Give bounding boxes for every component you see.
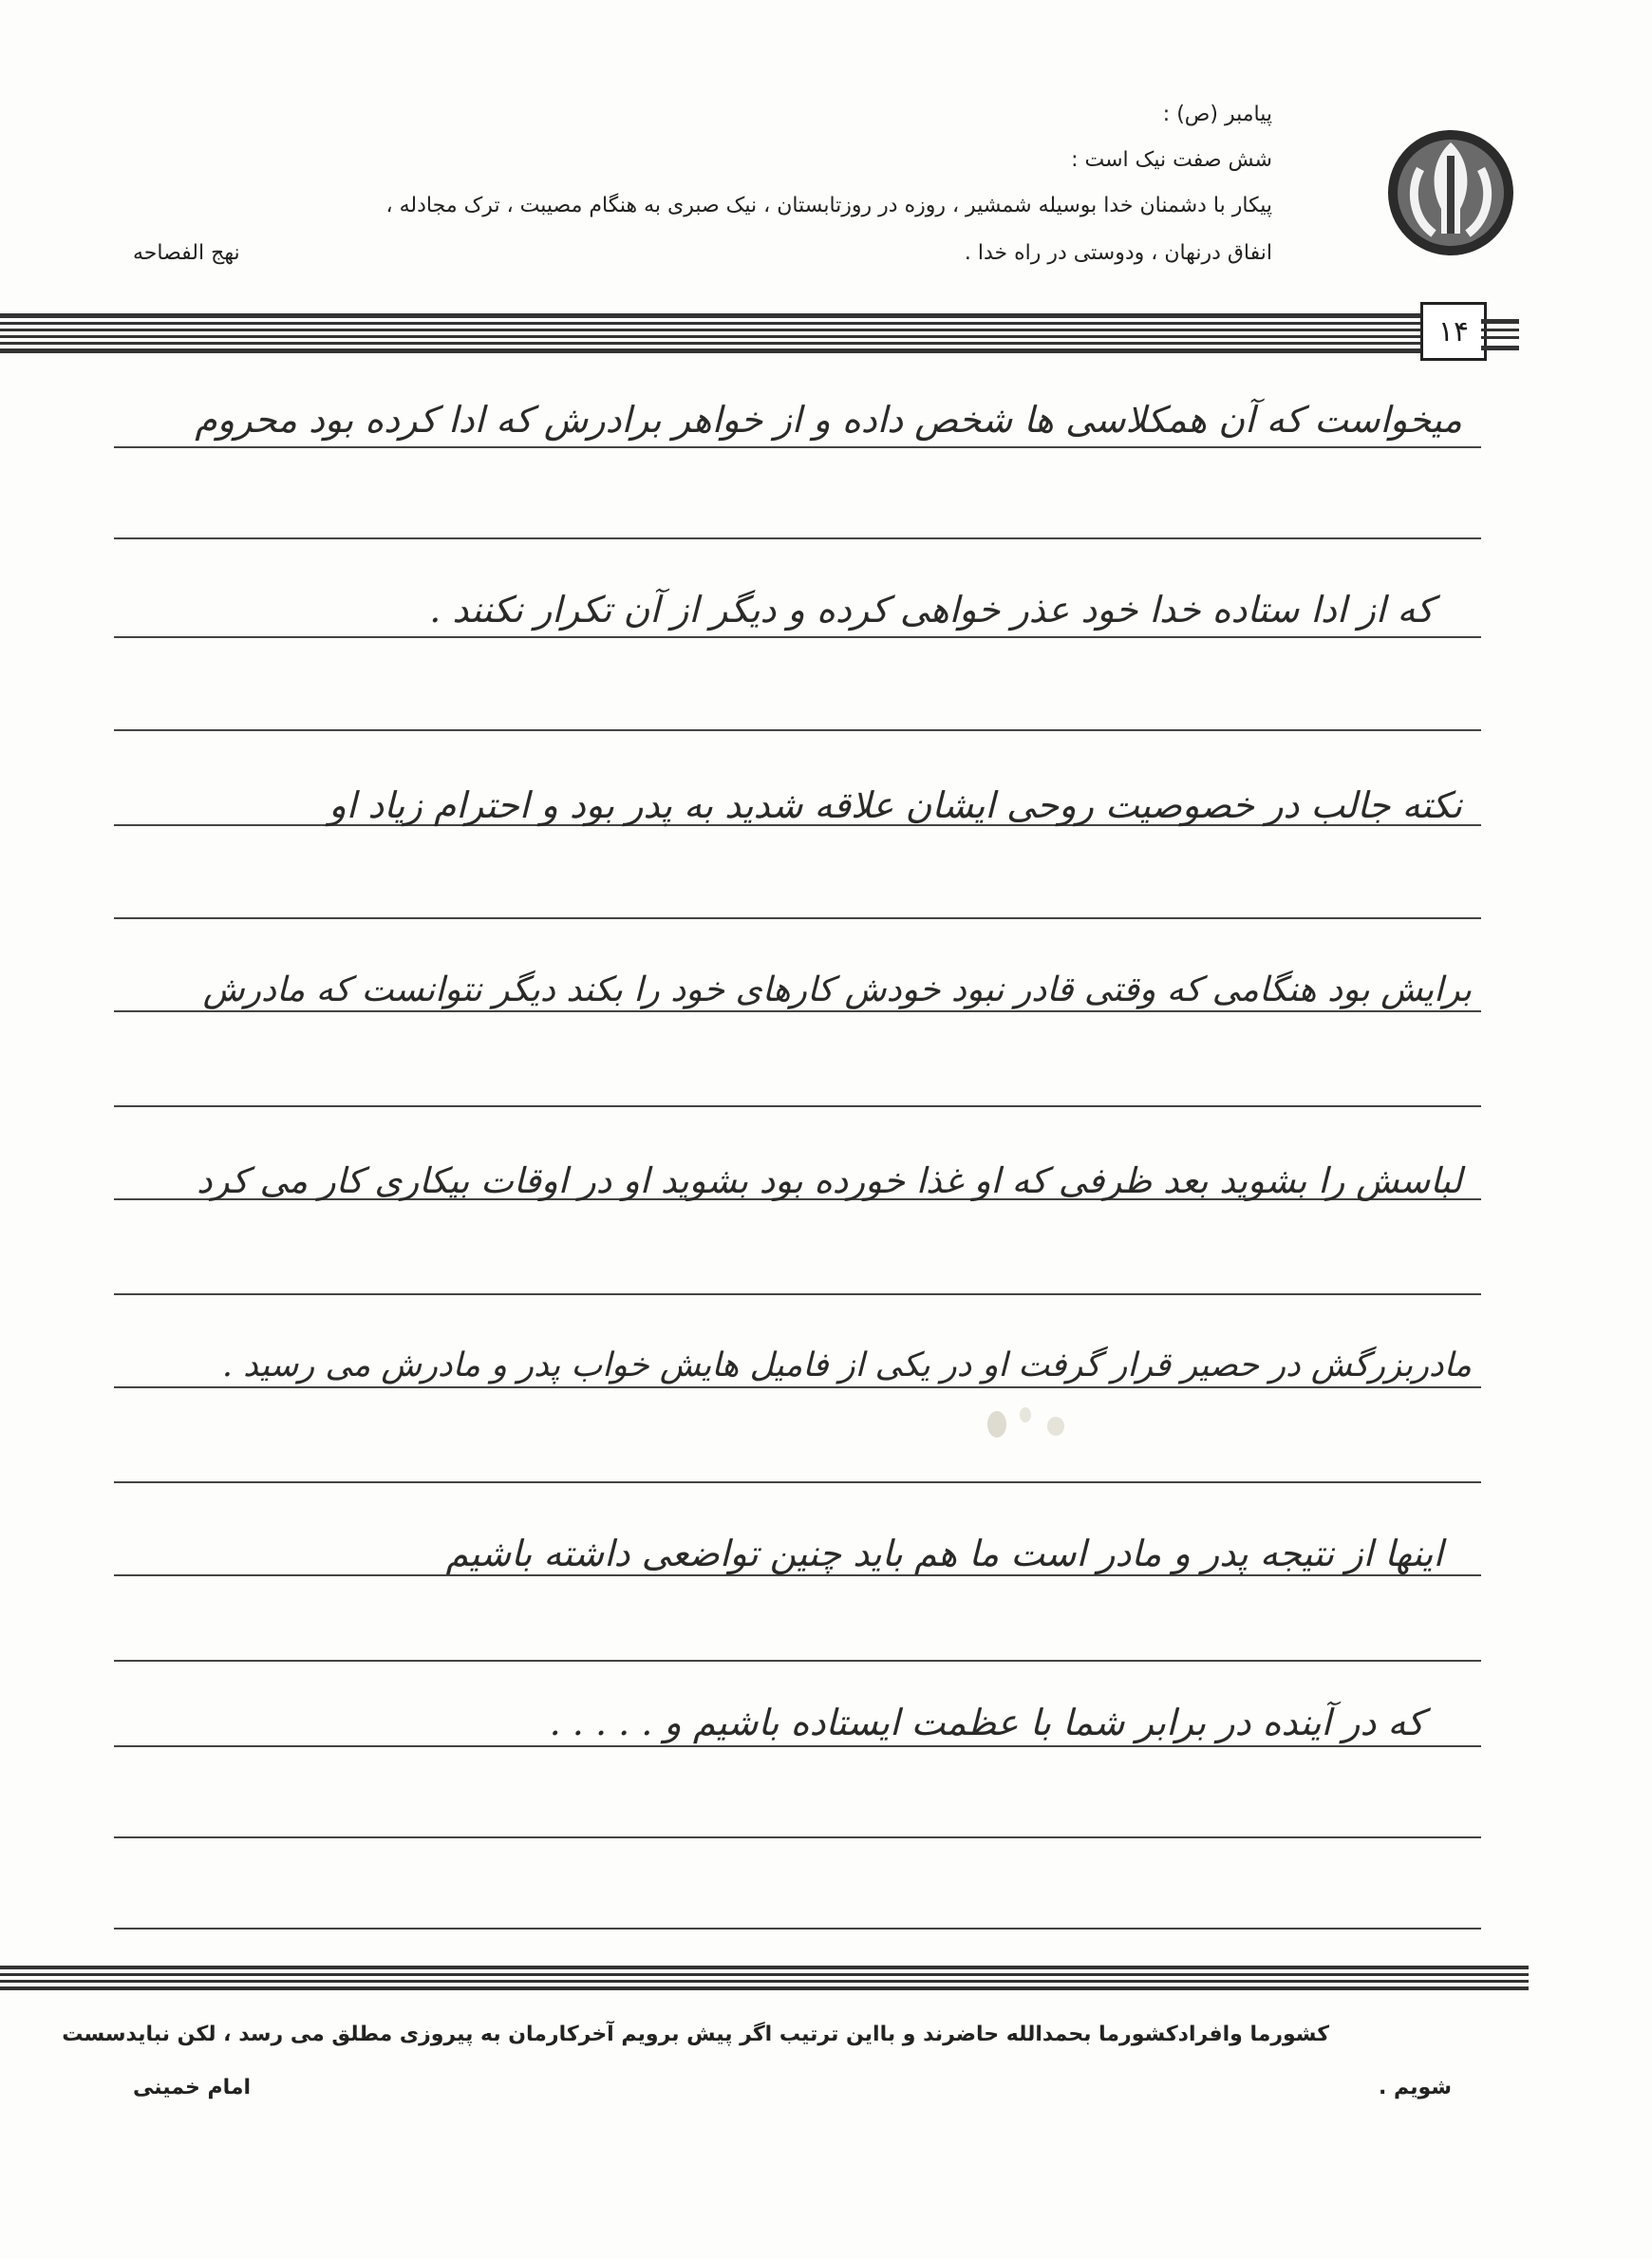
hadith-line-2: انفاق درنهان ، ودوستی در راه خدا . xyxy=(964,241,1272,265)
handwriting-line-1: میخواست که آن همکلاسی ها شخص داده و از خواهر برادرش که ادا کرده بود محروم xyxy=(195,399,1462,441)
ruled-line xyxy=(114,1481,1481,1483)
iran-emblem-icon xyxy=(1384,122,1517,264)
ruled-line xyxy=(114,446,1481,448)
ruled-line xyxy=(114,1928,1481,1930)
ruled-line xyxy=(114,1386,1481,1388)
hadith-title: پیامبر (ص) : xyxy=(1162,103,1272,126)
ruled-line xyxy=(114,537,1481,539)
ruled-line xyxy=(114,1010,1481,1012)
top-rule-band xyxy=(0,313,1424,359)
handwriting-line-4: برایش بود هنگامی که وقتی قادر نبود خودش کارهای خود را بکند دیگر نتوانست که مادرش xyxy=(202,970,1472,1009)
ruled-line xyxy=(114,1660,1481,1662)
bottom-rule-band xyxy=(0,1966,1529,1994)
handwriting-line-2: که از ادا ستاده خدا خود عذر خواهی کرده و دیگر از آن تکرار نکنند . xyxy=(429,589,1434,631)
ruled-line xyxy=(114,1745,1481,1747)
hadith-line-1: پیکار با دشمنان خدا بوسیله شمشیر ، روزه در روزتابستان ، نیک صبری به هنگام مصیبت ، ترک مجادله ، xyxy=(385,194,1272,217)
handwriting-line-7: اینها از نتیجه پدر و مادر است ما هم باید چنین تواضعی داشته باشیم xyxy=(445,1533,1443,1574)
ruled-line xyxy=(114,1836,1481,1838)
ruled-line xyxy=(114,1293,1481,1295)
quote-line-1: کشورما وافرادکشورما بحمدالله حاضرند و بااین ترتیب اگر پیش برویم آخرکارمان به پیروزی مطلق می رسد ، لکن نبایدسست xyxy=(62,2023,1329,2046)
quote-line-2: شویم . xyxy=(1379,2076,1452,2099)
hadith-source: نهج الفصاحه xyxy=(133,241,240,265)
ruled-line xyxy=(114,636,1481,638)
ruled-line xyxy=(114,917,1481,919)
handwriting-line-8: که در آینده در برابر شما با عظمت ایستاده باشیم و . . . . . xyxy=(549,1702,1424,1743)
ruled-line xyxy=(114,1105,1481,1107)
quote-source: امام خمینی xyxy=(133,2076,252,2099)
handwriting-line-5: لباسش را بشوید بعد ظرفی که او غذا خورده بود بشوید او در اوقات بیکاری کار می کرد xyxy=(197,1160,1462,1201)
ruled-line xyxy=(114,1574,1481,1576)
top-rule-band-end xyxy=(1481,319,1519,353)
ruled-line xyxy=(114,729,1481,731)
hadith-subtitle: شش صفت نیک است : xyxy=(1071,148,1272,172)
paper-smudge xyxy=(968,1396,1082,1453)
handwriting-line-3: نکته جالب در خصوصیت روحی ایشان علاقه شدید به پدر بود و احترام زیاد او xyxy=(329,784,1462,826)
page-number: ۱۴ xyxy=(1420,302,1487,361)
handwriting-line-6: مادربزرگش در حصیر قرار گرفت او در یکی از فامیل هایش خواب پدر و مادرش می رسید . xyxy=(221,1346,1472,1384)
